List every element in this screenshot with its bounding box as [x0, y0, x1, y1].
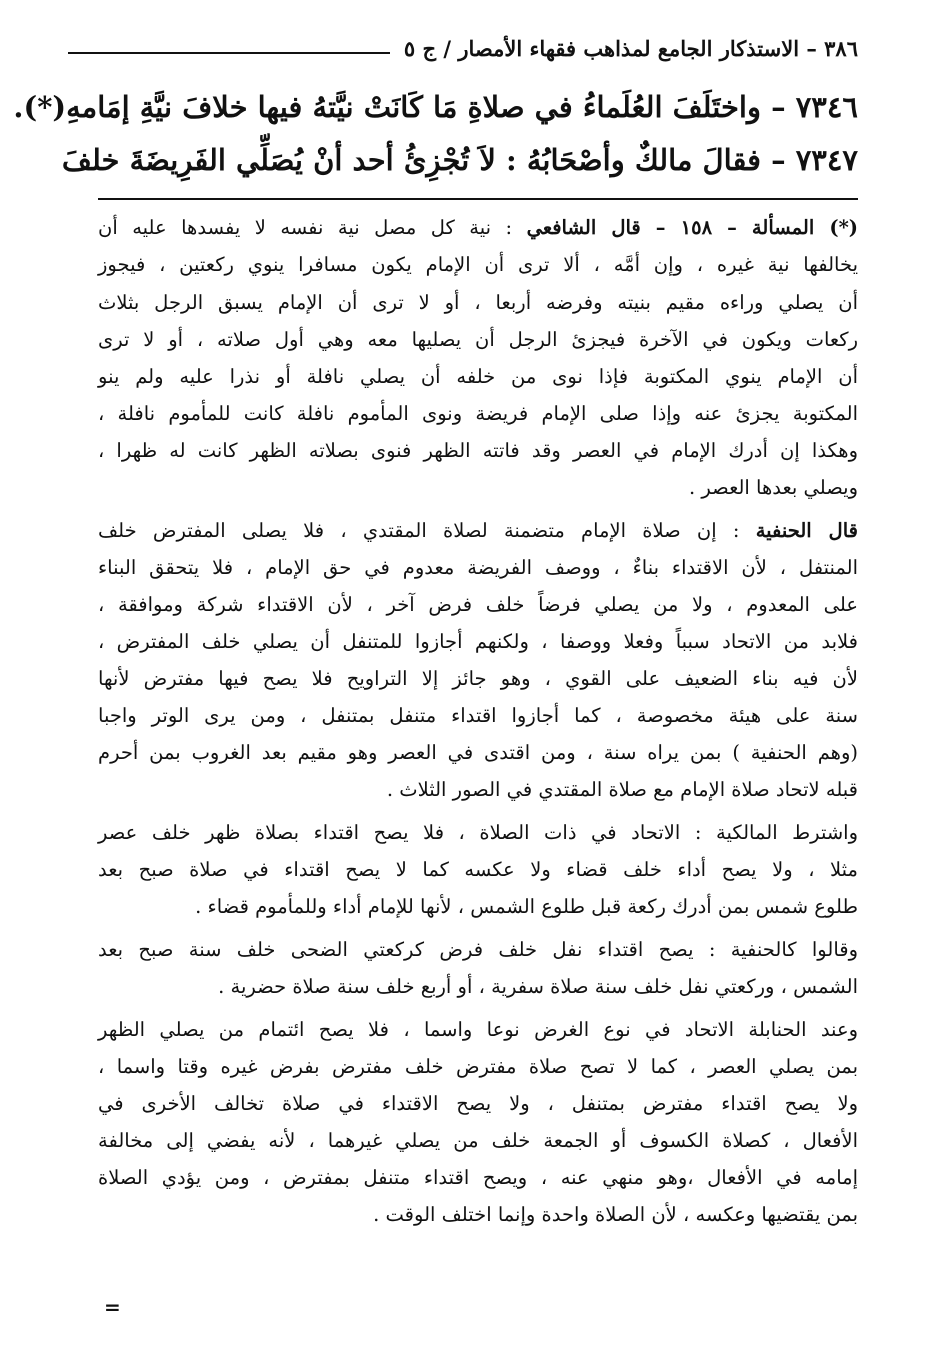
footnote-line-hanafi: قال الحنفية : إن صلاة الإمام متضمنة لصلاة المقتدي ، فلا يصلى المفترض خلف — [98, 519, 858, 542]
running-header — [68, 30, 858, 66]
main-text-line-7346: ٧٣٤٦ – واختَلَفَ العُلَماءُ في صلاةِ مَا كَانَتْ نيَّتهُ فيها خلافَ نيَّةِ إمَامهِ(*). — [13, 90, 858, 124]
footnote-line: سنة على هيئة مخصوصة ، كما أجازوا اقتداء متنفل بمتنفل ، ومن يرى الوتر واجبا — [98, 704, 858, 727]
footnote-line: قبله لاتحاد صلاة الإمام مع صلاة المقتدي في الصور الثلاث . — [386, 778, 858, 801]
section-heading-hanafi: قال الحنفية — [755, 519, 858, 542]
footnote-line-maliki: واشترط المالكية : الاتحاد في ذات الصلاة ، فلا يصح اقتداء بصلاة ظهر خلف عصر — [98, 821, 858, 844]
continuation-mark: = — [104, 1295, 121, 1319]
footnote-line: مثلا ، ولا يصح أداء خلف قضاء ولا عكسه كما لا يصح اقتداء في صلاة صبح بعد — [98, 858, 858, 881]
footnote-line: أن الإمام ينوي المكتوبة فإذا نوى من خلفه أن يصلي نافلة أو نذرا عليه ولم ينو — [98, 365, 858, 388]
footnote-line: يخالفها نية غيره ، وإن أمَّه ، ألا ترى أن الإمام يكون مسافرا ينوي ركعتين ، فيجوز — [98, 253, 858, 276]
footnote-line: وهكذا إن أدرك الإمام في العصر وقد فاتته الظهر فنوى بصلاته الظهر كانت له ظهرا ، — [98, 439, 858, 462]
footnote-line: أن يصلي وراءه مقيم بنيته وفرضه أربعا ، أو لا ترى أن الإمام يسبق الرجل بثلاث — [98, 291, 858, 314]
footnote-line: الأفعال ، كصلاة الكسوف أو الجمعة خلف من يصلي غيرهما ، لأنه يفضي إلى مخالفة — [98, 1129, 858, 1152]
footnote-line: الشمس ، وركعتي نفل خلف سنة صلاة سفرية ، أو أربع خلف سنة صلاة حضرية . — [218, 975, 858, 998]
header-rule — [68, 52, 390, 54]
footnote-line: (وهم الحنفية ) بمن يراه سنة ، ومن اقتدى في العصر وهو مقيم بعد الغروب بمن أحرم — [98, 741, 858, 764]
header-title: ٣٨٦ – الاستذكار الجامع لمذاهب فقهاء الأمصار / ج ٥ — [403, 35, 858, 61]
footnote-line: إمامه في الأفعال ،وهو منهي عنه ، ويصح اقتداء متنفل بمفترض ، ومن يؤدي الصلاة — [98, 1166, 858, 1189]
footnote-line: ركعات ويكون في الآخرة فيجزئ الرجل أن يصليها معه وهي أول صلاته ، أو لا ترى — [98, 328, 858, 351]
footnote-line: المنتفل ، لأن الاقتداء بناءٌ ، ووصف الفريضة معدوم في حق الإمام ، فلا يتحقق البناء — [98, 556, 858, 579]
footnote-line: بمن يقتضيها وعكسه ، لأن الصلاة واحدة وإنما اختلف الوقت . — [373, 1203, 858, 1226]
footnote-line: ولا يصح اقتداء مفترض بمتنفل ، ولا يصح الاقتداء في صلاة تخالف الأخرى في — [98, 1092, 858, 1115]
footnote-heading: (*) المسألة – ١٥٨ – قال الشافعي — [526, 216, 858, 239]
footnote-line: ويصلي بعدها العصر . — [689, 476, 858, 499]
footnote-line: على المعدوم ، ولا من يصلي فرضاً خلف فرض آخر ، لأن الاقتداء شركة وموافقة ، — [98, 593, 858, 616]
footnote-line-hanbali: وعند الحنابلة الاتحاد في نوع الغرض نوعا واسما ، فلا يصح ائتمام من يصلي الظهر — [98, 1018, 858, 1041]
footnote-line: فلابد من الاتحاد سبباً وفعلا ووصفا ، ولكنهم أجازوا للمتنفل أن يصلي خلف المفترض ، — [98, 630, 858, 653]
main-text-line-7347: ٧٣٤٧ – فقالَ مالكٌ وأصْحَابُهُ : لاَ تُجْزِئُ أحد أنْ يُصَلِّي الفَرِيضَةَ خلفَ — [61, 143, 858, 177]
footnote-line-maliki-hanafi: وقالوا كالحنفية : يصح اقتداء نفل خلف فرض كركعتي الضحى خلف سنة صبح بعد — [98, 938, 858, 961]
footnote-line: المكتوبة يجزئ عنه وإذا صلى الإمام فريضة ونوى المأموم نافلة كانت للمأموم نافلة ، — [98, 402, 858, 425]
footnote-line: (*) المسألة – ١٥٨ – قال الشافعي : نية كل مصل نية نفسه لا يفسدها عليه أن — [98, 216, 858, 239]
footnote-line: بمن يصلي العصر ، كما لا تصح صلاة مفترض خلف مفترض بفرض غيره وقتا واسما ، — [98, 1055, 858, 1078]
footnote-line: طلوع شمس بمن أدرك ركعة قبل طلوع الشمس ، لأنها للإمام أداء وللمأموم قضاء . — [195, 895, 858, 918]
footnote-line: لأن فيه بناء الضعيف على القوي ، وهو جائز إلا التراويح فلا يصح فيها مفترض لأنها — [98, 667, 858, 690]
footnote-separator — [98, 198, 858, 200]
